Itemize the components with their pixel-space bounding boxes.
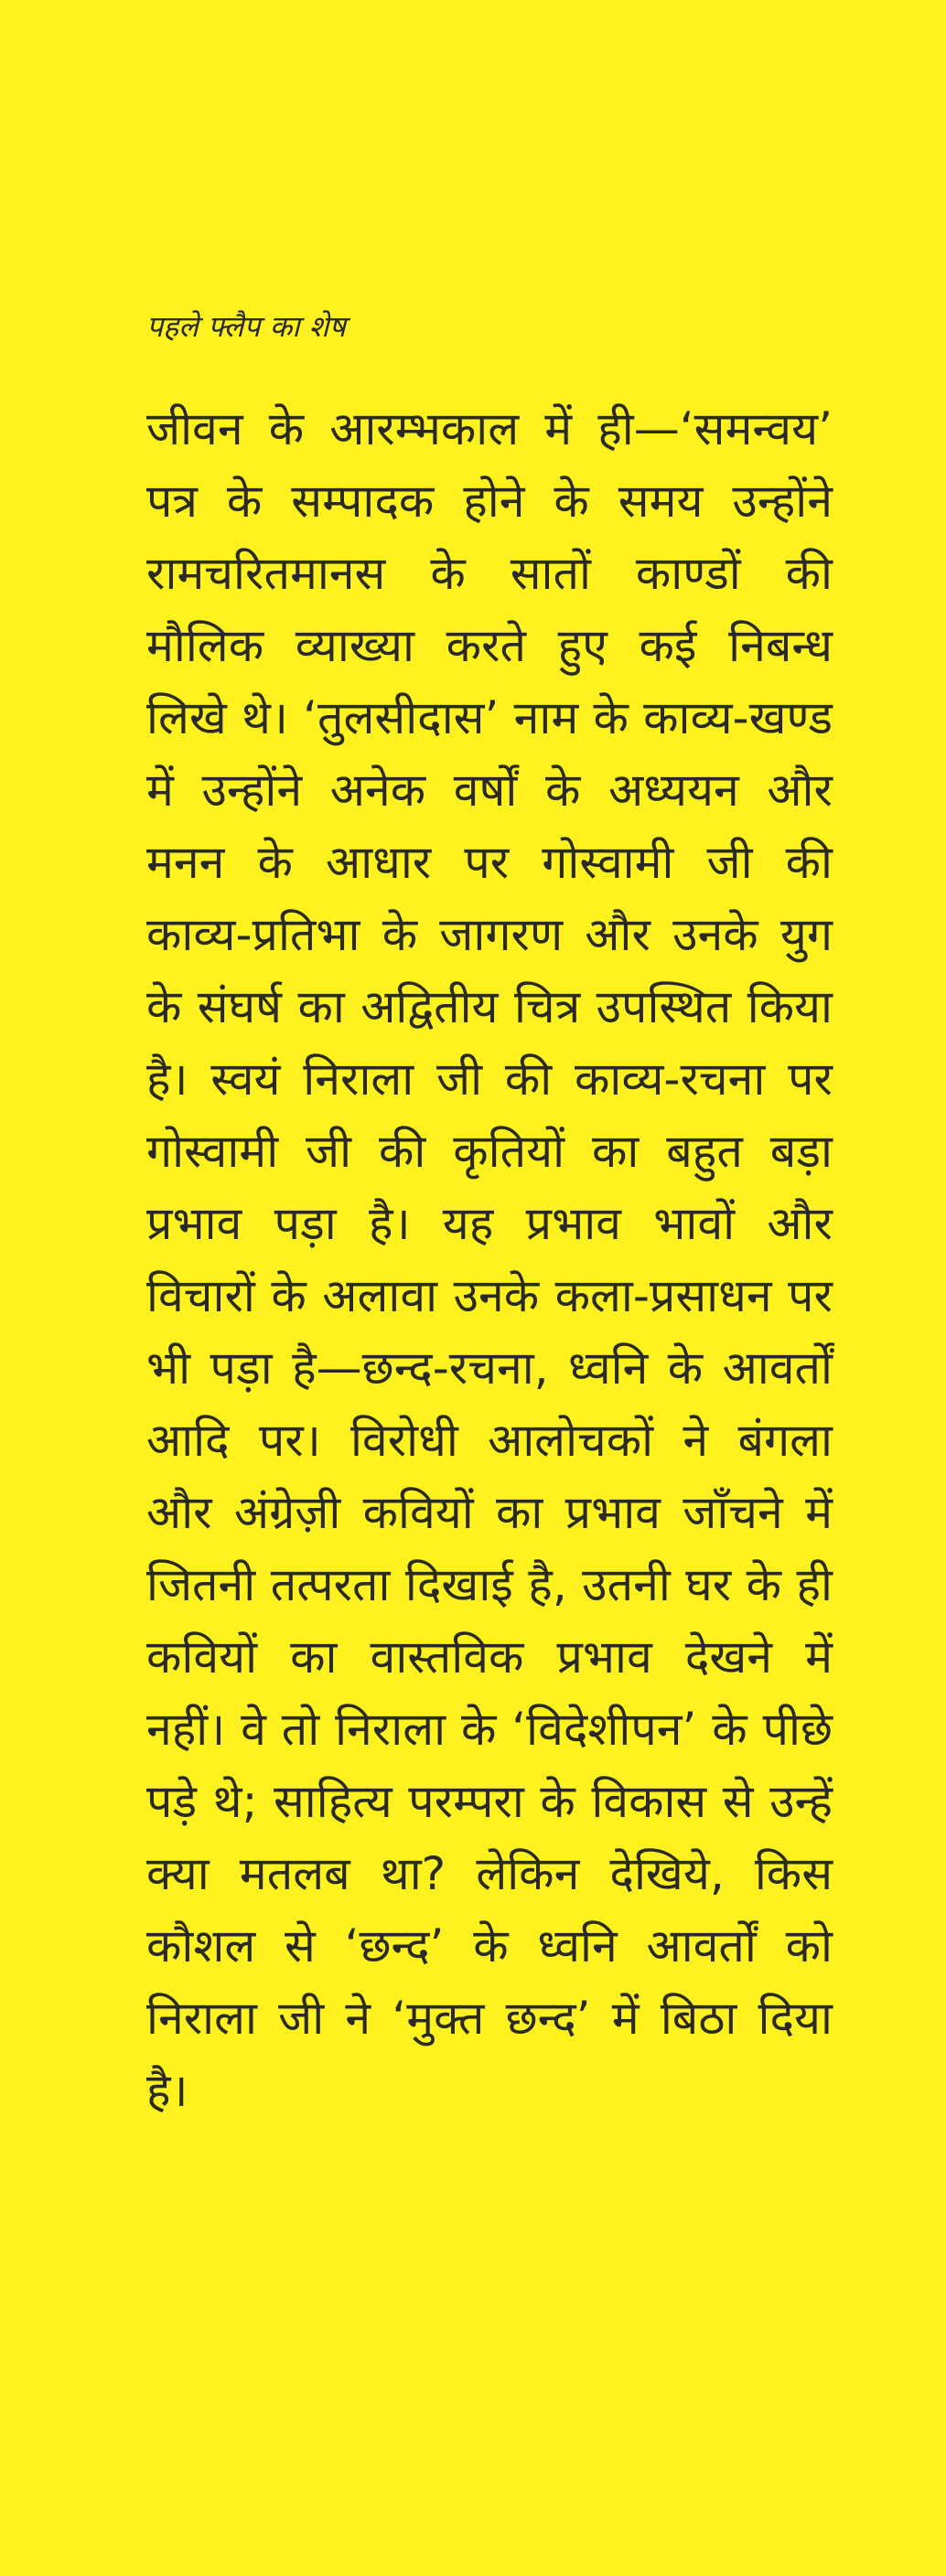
flap-body-text: जीवन के आरम्भकाल में ही—‘समन्वय’ पत्र के सम्पादक होने के समय उन्होंने रामचरितमानस के सातों काण्डों की मौलिक व्याख्या करते हुए कई निबन्ध लिखे थे। ‘तुलसीदास’ नाम के काव्य-खण्ड में उन्होंने अनेक वर्षों के अध्ययन और मनन के आधार पर गोस्वामी जी की काव्य-प्रतिभा के जागरण और उनके युग के संघर्ष का अद्वितीय चित्र उपस्थित किया है। स्वयं निराला जी की काव्य-रचना पर गोस्वामी जी की कृतियों का बहुत बड़ा प्रभाव पड़ा है। यह प्रभाव भावों और विचारों के अलावा उनके कला-प्रसाधन पर भी पड़ा है—छन्द-रचना, ध्वनि के आवर्तों आदि पर। विरोधी आलोचकों ने बंगला और अंग्रेज़ी कवियों का प्रभाव जाँचने में जितनी तत्परता दिखाई है, उतनी घर के ही कवियों का वास्तविक प्रभाव देखने में नहीं। वे तो निराला के ‘विदेशीपन’ के पीछे पड़े थे; साहित्य परम्परा के विकास से उन्हें क्या मतलब था? लेकिन देखिये, किस कौशल से ‘छन्द’ के ध्वनि आवर्तों को निराला जी ने ‘मुक्त छन्द’ में बिठा दिया है। — [146, 402, 833, 2117]
flap-heading: पहले फ्लैप का शेष — [146, 309, 346, 344]
